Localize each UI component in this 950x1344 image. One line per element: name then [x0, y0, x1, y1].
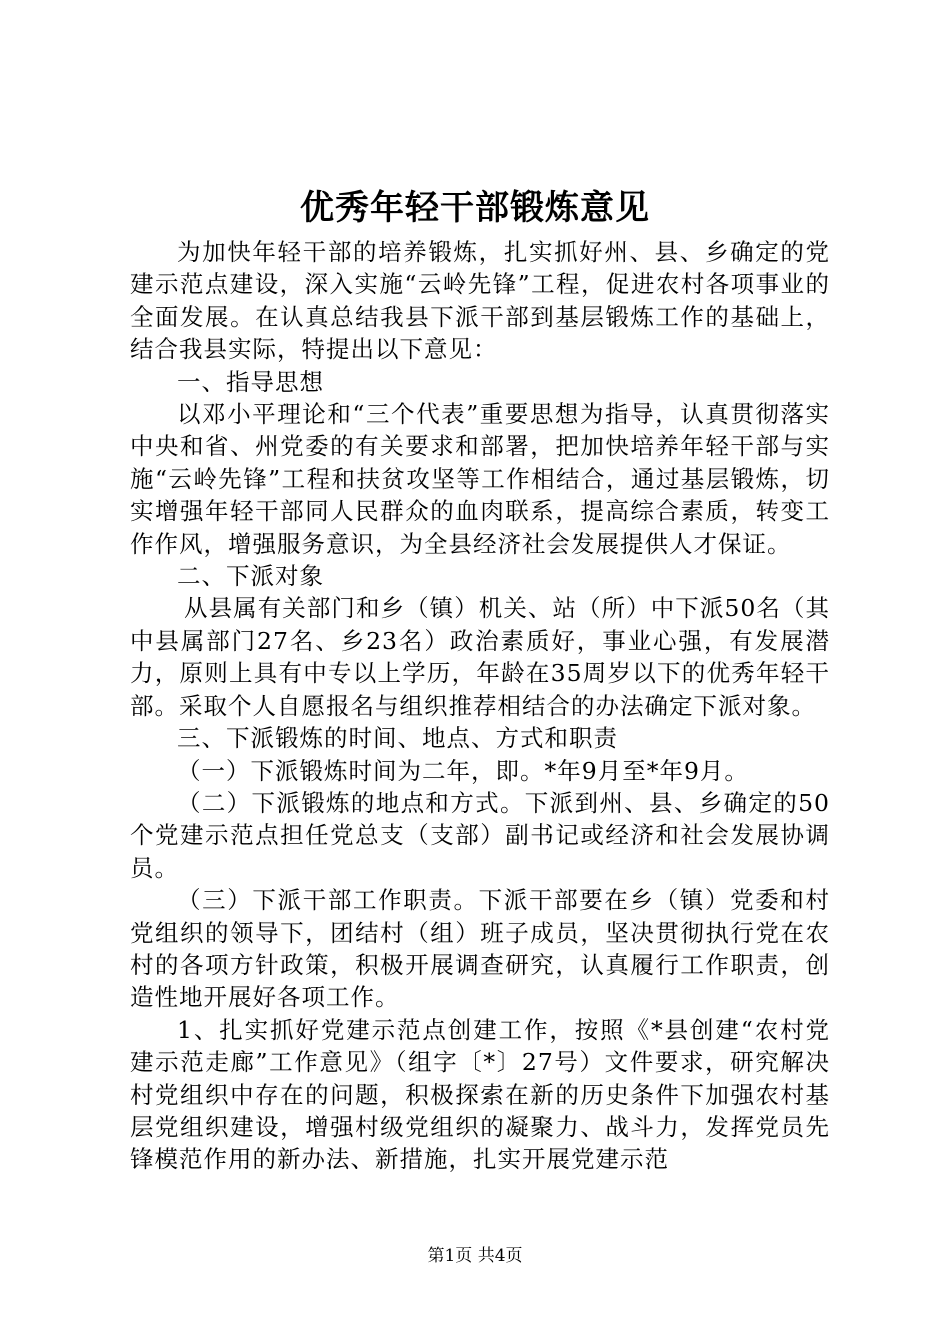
document-title: 优秀年轻干部锻炼意见 — [300, 188, 650, 228]
subsection-place-paragraph: （二）下派锻炼的地点和方式。下派到州、县、乡确定的50个党建示范点担任党总支（支部）副书记或经济和社会发展协调员。 — [130, 788, 830, 882]
intro-paragraph: 为加快年轻干部的培养锻炼，扎实抓好州、县、乡确定的党建示范点建设，深入实施“云岭先锋”工程，促进农村各项事业的全面发展。在认真总结我县下派干部到基层锻炼工作的基础上，结合我县实际，特提出以下意见： — [130, 238, 830, 364]
subsection-time-paragraph: （一）下派锻炼时间为二年，即。*年9月至*年9月。 — [177, 756, 749, 785]
dispatch-targets-paragraph: 从县属有关部门和乡（镇）机关、站（所）中下派50名（其中县属部门27名、乡23名）政治素质好，事业心强，有发展潜力，原则上具有中专以上学历，年龄在35周岁以下的优秀年轻干部。采取个人自愿报名与组织推荐相结合的办法确定下派对象。 — [130, 594, 830, 720]
document-body — [130, 236, 830, 1176]
section-heading-time-place-duties: 三、下派锻炼的时间、地点、方式和职责 — [177, 724, 618, 753]
section-heading-guiding-thought: 一、指导思想 — [177, 367, 324, 396]
duty-item-1-paragraph: 1、扎实抓好党建示范点创建工作，按照《*县创建“农村党建示范走廊”工作意见》（组字〔*〕27号）文件要求，研究解决村党组织中存在的问题，积极探索在新的历史条件下加强农村基层党组织建设，增强村级党组织的凝聚力、战斗力，发挥党员先锋模范作用的新办法、新措施，扎实开展党建示范 — [130, 1015, 830, 1174]
section-heading-dispatch-targets: 二、下派对象 — [177, 562, 324, 591]
guiding-thought-paragraph: 以邓小平理论和“三个代表”重要思想为指导，认真贯彻落实中央和省、州党委的有关要求和部署，把加快培养年轻干部与实施“云岭先锋”工程和扶贫攻坚等工作相结合，通过基层锻炼，切实增强年轻干部同人民群众的血肉联系，提高综合素质，转变工作作风，增强服务意识，为全县经济社会发展提供人才保证。 — [130, 400, 830, 558]
subsection-duties-paragraph: （三）下派干部工作职责。下派干部要在乡（镇）党委和村党组织的领导下，团结村（组）班子成员，坚决贯彻执行党在农村的各项方针政策，积极开展调查研究，认真履行工作职责，创造性地开展好各项工作。 — [130, 886, 830, 1012]
page-footer: 第1页 共4页 — [427, 1246, 523, 1266]
